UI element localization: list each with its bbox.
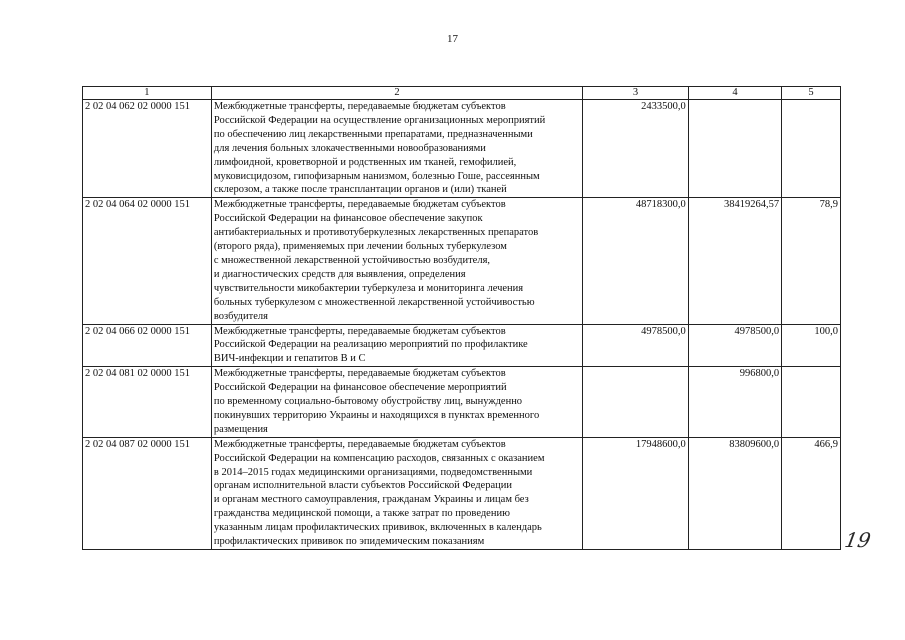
row-description: Межбюджетные трансферты, передаваемые бюджетам субъектов Российской Федерации на реализацию мероприятий по профилактике ВИЧ-инфекции и гепатитов В и С (211, 324, 582, 367)
amount-col-4: 4978500,0 (688, 324, 781, 367)
header-col-4: 4 (688, 87, 781, 100)
percent-col-5 (782, 367, 841, 438)
budget-table (82, 86, 841, 550)
amount-col-3: 17948600,0 (583, 437, 689, 549)
table-row (83, 198, 841, 324)
budget-code: 2 02 04 081 02 0000 151 (83, 367, 212, 438)
amount-col-3: 4978500,0 (583, 324, 689, 367)
amount-col-4: 38419264,57 (688, 198, 781, 324)
amount-col-4: 996800,0 (688, 367, 781, 438)
page-number: 17 (447, 33, 458, 45)
handwritten-page-mark: 19 (842, 528, 873, 552)
budget-code: 2 02 04 066 02 0000 151 (83, 324, 212, 367)
header-col-1: 1 (83, 87, 212, 100)
percent-col-5: 78,9 (782, 198, 841, 324)
percent-col-5: 100,0 (782, 324, 841, 367)
row-description: Межбюджетные трансферты, передаваемые бюджетам субъектов Российской Федерации на компенсацию расходов, связанных с оказанием в 2014–2015 годах медицинскими организациями, подведомственными органам исполнительной власти субъектов Российской Федерации и органам местного самоуправления, гражданам Украины и лицам без гражданства медицинской помощи, а также затрат по проведению указанным лицам профилактических прививок, включенных в календарь профилактических прививок по эпидемическим показаниям (211, 437, 582, 549)
amount-col-3: 48718300,0 (583, 198, 689, 324)
row-description: Межбюджетные трансферты, передаваемые бюджетам субъектов Российской Федерации на осуществление организационных мероприятий по обеспечению лиц лекарственными препаратами, предназначенными для лечения больных злокачественными новообразованиями лимфоидной, кроветворной и родственных им тканей, гемофилией, муковисцидозом, гипофизарным нанизмом, болезнью Гоше, рассеянным склерозом, а также после трансплантации органов и (или) тканей (211, 100, 582, 198)
table-header (83, 87, 841, 100)
percent-col-5 (782, 100, 841, 198)
table-row (83, 100, 841, 198)
amount-col-4: 83809600,0 (688, 437, 781, 549)
amount-col-3: 2433500,0 (583, 100, 689, 198)
table-row (83, 437, 841, 549)
header-col-3: 3 (583, 87, 689, 100)
row-description: Межбюджетные трансферты, передаваемые бюджетам субъектов Российской Федерации на финансовое обеспечение закупок антибактериальных и противотуберкулезных лекарственных препаратов (второго ряда), применяемых при лечении больных туберкулезом с множественной лекарственной устойчивостью возбудителя, и диагностических средств для выявления, определения чувствительности микобактерии туберкулеза и мониторинга лечения больных туберкулезом с множественной лекарственной устойчивостью возбудителя (211, 198, 582, 324)
budget-code: 2 02 04 064 02 0000 151 (83, 198, 212, 324)
header-col-5: 5 (782, 87, 841, 100)
amount-col-4 (688, 100, 781, 198)
percent-col-5: 466,9 (782, 437, 841, 549)
budget-code: 2 02 04 062 02 0000 151 (83, 100, 212, 198)
budget-code: 2 02 04 087 02 0000 151 (83, 437, 212, 549)
amount-col-3 (583, 367, 689, 438)
header-col-2: 2 (211, 87, 582, 100)
table-row (83, 324, 841, 367)
row-description: Межбюджетные трансферты, передаваемые бюджетам субъектов Российской Федерации на финансовое обеспечение мероприятий по временному социально-бытовому обустройству лиц, вынужденно покинувших территорию Украины и находящихся в пунктах временного размещения (211, 367, 582, 438)
table-row (83, 367, 841, 438)
